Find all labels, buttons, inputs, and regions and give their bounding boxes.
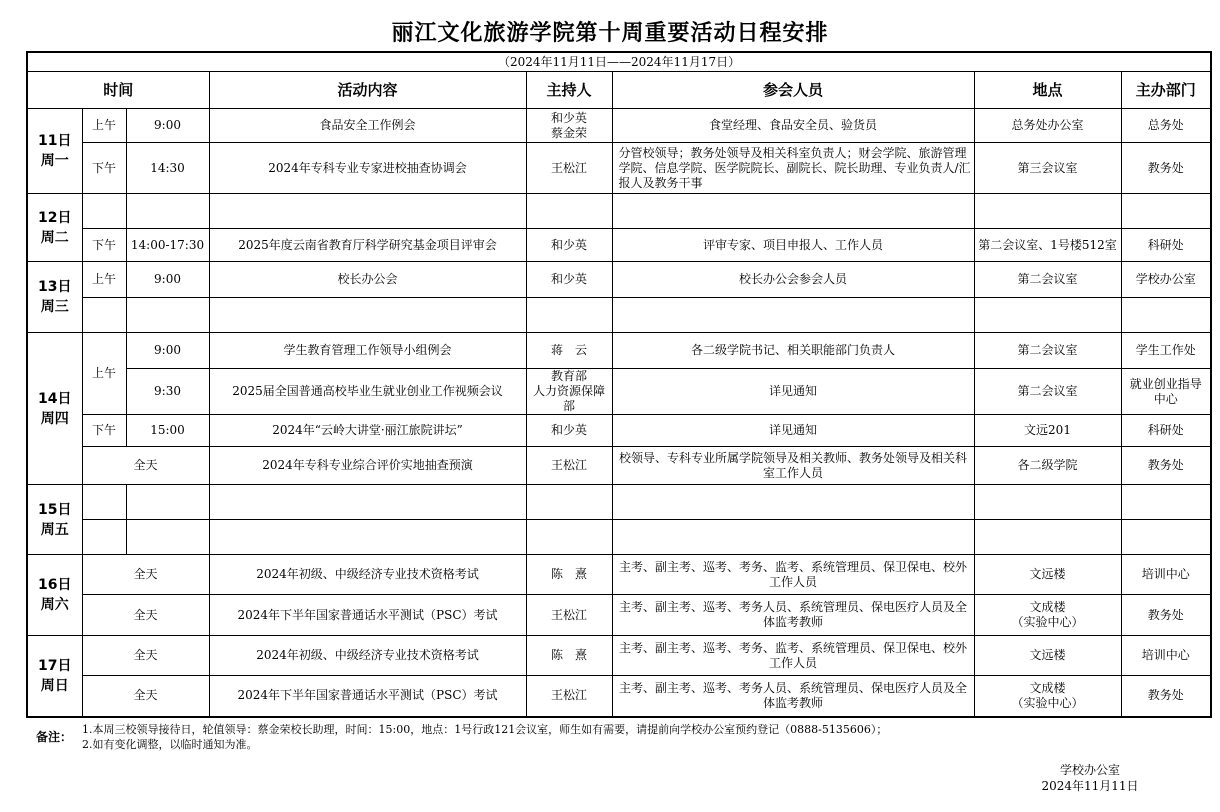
organizer-cell: 教务处 (1121, 676, 1211, 717)
attendees-cell: 校长办公会参会人员 (612, 262, 974, 298)
table-row (27, 298, 1211, 333)
activity-cell: 2024年专科专业综合评价实地抽查预演 (209, 447, 526, 485)
table-row (27, 485, 1211, 520)
location-cell: 第二会议室、1号楼512室 (974, 229, 1121, 262)
table-row (27, 369, 1211, 415)
day-cell-tue (27, 194, 82, 262)
period-cell: 上午 (82, 109, 126, 143)
host-cell: 王松江 (526, 595, 612, 636)
activity-cell: 2024年“云岭大讲堂·丽江旅院讲坛” (209, 415, 526, 447)
signature (1030, 762, 1150, 794)
organizer-cell: 培训中心 (1121, 555, 1211, 595)
table-row (27, 595, 1211, 636)
period-cell: 下午 (82, 415, 126, 447)
header-host: 主持人 (526, 72, 612, 109)
location-cell: 各二级学院 (974, 447, 1121, 485)
activity-cell: 2025届全国普通高校毕业生就业创业工作视频会议 (209, 369, 526, 415)
host-cell: 和少英 (526, 229, 612, 262)
day-date: 14日 (38, 390, 72, 407)
table-row (27, 262, 1211, 298)
organizer-cell: 培训中心 (1121, 636, 1211, 676)
day-weekday: 周一 (40, 153, 69, 169)
day-date: 12日 (38, 209, 72, 226)
header-row (27, 72, 1211, 109)
table-row (27, 333, 1211, 369)
host-cell: 陈 熹 (526, 555, 612, 595)
location-cell: 总务处办公室 (974, 109, 1121, 143)
host-cell: 和少英 (526, 415, 612, 447)
organizer-cell: 教务处 (1121, 595, 1211, 636)
day-weekday: 周五 (40, 521, 69, 538)
table-row (27, 194, 1211, 229)
location-cell: 文远楼 (974, 636, 1121, 676)
period-cell: 全天 (82, 676, 209, 717)
period-cell: 上午 (82, 333, 126, 415)
time-cell: 9:00 (126, 333, 209, 369)
attendees-cell: 校领导、专科专业所属学院领导及相关教师、教务处领导及相关科室工作人员 (612, 447, 974, 485)
attendees-cell: 主考、副主考、巡考、考务、监考、系统管理员、保卫保电、校外工作人员 (612, 555, 974, 595)
host-cell: 王松江 (526, 676, 612, 717)
day-cell-mon (27, 109, 82, 194)
day-cell-sat (27, 555, 82, 636)
table-row (27, 447, 1211, 485)
organizer-cell (1121, 369, 1211, 415)
attendees-cell: 详见通知 (612, 369, 974, 415)
attendees-cell: 各二级学院书记、相关职能部门负责人 (612, 333, 974, 369)
location-cell (974, 595, 1121, 636)
location-cell (974, 676, 1121, 717)
attendees-cell: 分管校领导；教务处领导及相关科室负责人；财会学院、旅游管理学院、信息学院、医学院院长、副院长、院长助理、专业负责人/汇报人及教务干事 (612, 143, 974, 194)
organizer-line: 中心 (1153, 391, 1178, 406)
host-cell: 蒋 云 (526, 333, 612, 369)
header-activity: 活动内容 (209, 72, 526, 109)
location-line: 文成楼 (1029, 600, 1066, 614)
time-cell: 15:00 (126, 415, 209, 447)
time-cell: 9:30 (126, 369, 209, 415)
header-organizer: 主办部门 (1121, 72, 1211, 109)
organizer-cell: 教务处 (1121, 143, 1211, 194)
note-line: 1.本周三校领导接待日，轮值领导：蔡金荣校长助理，时间：15:00，地点：1号行政121会议室，师生如有需要，请提前向学校办公室预约登记（0888-5135606）； (82, 723, 888, 736)
activity-cell: 2024年专科专业专家进校抽查协调会 (209, 143, 526, 194)
period-cell: 全天 (82, 595, 209, 636)
notes-label: 备注： (36, 730, 73, 744)
day-weekday: 周四 (40, 410, 69, 427)
organizer-cell: 科研处 (1121, 415, 1211, 447)
signature-office: 学校办公室 (1059, 763, 1120, 777)
period-cell: 上午 (82, 262, 126, 298)
location-line: （实验中心） (1011, 695, 1084, 710)
host-name: 蔡金荣 (550, 125, 587, 140)
activity-cell: 2024年初级、中级经济专业技术资格考试 (209, 636, 526, 676)
host-cell: 和少英 (526, 262, 612, 298)
period-cell: 全天 (82, 447, 209, 485)
day-date: 16日 (38, 577, 72, 593)
table-row (27, 109, 1211, 143)
organizer-cell: 总务处 (1121, 109, 1211, 143)
host-name: 教育部 (550, 369, 587, 383)
location-cell: 第三会议室 (974, 143, 1121, 194)
activity-cell: 2024年下半年国家普通话水平测试（PSC）考试 (209, 595, 526, 636)
activity-cell: 校长办公会 (209, 262, 526, 298)
host-name: 人力资源保障部 (532, 384, 605, 413)
host-name: 和少英 (550, 110, 587, 125)
attendees-cell: 评审专家、项目申报人、工作人员 (612, 229, 974, 262)
day-date: 15日 (38, 501, 72, 518)
activity-cell: 2024年初级、中级经济专业技术资格考试 (209, 555, 526, 595)
day-date: 17日 (38, 657, 72, 674)
attendees-cell: 主考、副主考、巡考、考务人员、系统管理员、保电医疗人员及全体监考教师 (612, 676, 974, 717)
day-weekday: 周三 (40, 299, 69, 315)
day-cell-fri (27, 485, 82, 555)
attendees-cell: 主考、副主考、巡考、考务、监考、系统管理员、保卫保电、校外工作人员 (612, 636, 974, 676)
table-row (27, 676, 1211, 717)
table-row (27, 555, 1211, 595)
activity-cell: 2024年下半年国家普通话水平测试（PSC）考试 (209, 676, 526, 717)
time-cell: 9:00 (126, 262, 209, 298)
organizer-cell: 学校办公室 (1121, 262, 1211, 298)
attendees-cell: 食堂经理、食品安全员、验货员 (612, 109, 974, 143)
table-row (27, 229, 1211, 262)
page-title: 丽江文化旅游学院第十周重要活动日程安排 (391, 21, 829, 46)
time-cell: 9:00 (126, 109, 209, 143)
organizer-cell: 学生工作处 (1121, 333, 1211, 369)
header-attendees: 参会人员 (612, 72, 974, 109)
location-cell: 第二会议室 (974, 262, 1121, 298)
location-line: 文成楼 (1029, 680, 1066, 695)
organizer-cell: 教务处 (1121, 447, 1211, 485)
signature-date: 2024年11月11日 (1041, 779, 1139, 793)
day-date: 13日 (38, 279, 72, 295)
period-cell: 全天 (82, 555, 209, 595)
activity-cell: 学生教育管理工作领导小组例会 (209, 333, 526, 369)
date-range: （2024年11月11日——2024年11月17日） (27, 52, 1211, 72)
period-cell: 全天 (82, 636, 209, 676)
day-weekday: 周六 (40, 597, 69, 613)
table-row (27, 520, 1211, 555)
table-row (27, 415, 1211, 447)
day-weekday: 周日 (40, 677, 69, 694)
day-cell-wed (27, 262, 82, 333)
location-cell: 文远201 (974, 415, 1121, 447)
table-row (27, 143, 1211, 194)
host-cell (526, 369, 612, 415)
attendees-cell: 详见通知 (612, 415, 974, 447)
day-cell-sun (27, 636, 82, 717)
day-date: 11日 (38, 133, 72, 149)
location-cell: 第二会议室 (974, 333, 1121, 369)
host-cell: 王松江 (526, 447, 612, 485)
header-time: 时间 (27, 72, 209, 109)
location-cell: 第二会议室 (974, 369, 1121, 415)
activity-cell: 2025年度云南省教育厅科学研究基金项目评审会 (209, 229, 526, 262)
period-cell: 下午 (82, 143, 126, 194)
host-cell: 王松江 (526, 143, 612, 194)
table-row (27, 636, 1211, 676)
location-cell: 文远楼 (974, 555, 1121, 595)
schedule-table (26, 51, 1212, 718)
attendees-cell: 主考、副主考、巡考、考务人员、系统管理员、保电医疗人员及全体监考教师 (612, 595, 974, 636)
day-weekday: 周二 (40, 229, 69, 246)
host-cell: 陈 熹 (526, 636, 612, 676)
organizer-cell: 科研处 (1121, 229, 1211, 262)
organizer-line: 就业创业指导 (1129, 376, 1202, 391)
host-cell (526, 109, 612, 143)
location-line: （实验中心） (1011, 615, 1084, 629)
note-line: 2.如有变化调整，以临时通知为准。 (82, 738, 258, 751)
time-cell: 14:00-17:30 (126, 229, 209, 262)
period-cell: 下午 (82, 229, 126, 262)
time-cell: 14:30 (126, 143, 209, 194)
header-location: 地点 (974, 72, 1121, 109)
activity-cell: 食品安全工作例会 (209, 109, 526, 143)
day-cell-thu (27, 333, 82, 485)
notes-lines (82, 722, 887, 752)
